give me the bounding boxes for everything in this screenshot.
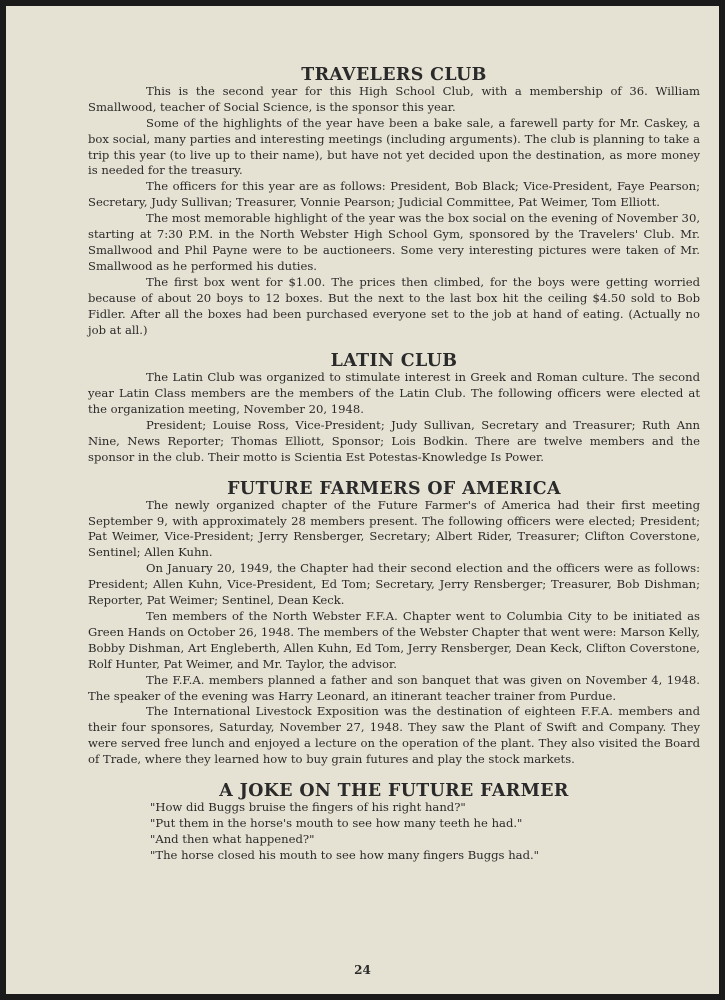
ffa-heading: FUTURE FARMERS OF AMERICA — [227, 478, 561, 499]
joke-line-2: "Put them in the horse's mouth to see how many teeth he had." — [150, 815, 523, 830]
travelers-club-heading: TRAVELERS CLUB — [301, 65, 487, 85]
travelers-paragraph-1: This is the second year for this High School Club, with a membership of 36. William Smallwood, teacher of Social Science, is the sponsor this year. — [88, 83, 700, 114]
page-content — [88, 65, 700, 864]
joke-line-1: "How did Buggs bruise the fingers of his right hand?" — [150, 799, 466, 814]
travelers-paragraph-5: The first box went for $1.00. The prices then climbed, for the boys were getting worried because of about 20 boys to 12 boxes. But the next to the last box hit the ceiling $4.50 sold to Bob Fidler. After all the boxes had been purchased everyone set to the job at hand of eating. (Actually no job at all.) — [88, 274, 700, 337]
travelers-club-section — [88, 65, 700, 338]
latin-club-section — [88, 351, 700, 465]
travelers-paragraph-4: The most memorable highlight of the year was the box social on the evening of November 30, starting at 7:30 P.M. in the North Webster High School Gym, sponsored by the Travelers' Club. Mr. Smallwood and Phil Payne were to be auctioneers. Some very interesting pictures were taken of Mr. Smallwood as he performed his duties. — [88, 211, 700, 273]
joke-line-4: "The horse closed his mouth to see how many fingers Buggs had." — [150, 847, 540, 862]
travelers-paragraph-3: The officers for this year are as follows: President, Bob Black; Vice-President, Faye Pearson; Secretary, Judy Sullivan; Treasurer, Vonnie Pearson; Judicial Committee, Pat Weimer, Tom Elliott. — [88, 179, 700, 210]
latin-paragraph-1: The Latin Club was organized to stimulate interest in Greek and Roman culture. The second year Latin Class members are the members of the Latin Club. The following officers were elected at the organization meeting, November 20, 1948. — [88, 370, 700, 417]
page-number: 24 — [354, 963, 371, 977]
ffa-paragraph-4: The F.F.A. members planned a father and son banquet that was given on November 4, 1948. The speaker of the evening was Harry Leonard, an itinerant teacher trainer from Purdue. — [88, 672, 700, 703]
yearbook-page — [6, 6, 719, 994]
ffa-paragraph-1: The newly organized chapter of the Future Farmer's of America had their first meeting September 9, with approximately 28 members present. The following officers were elected; President; Pat Weimer, Vice-President; Jerry Rensberger, Secretary; Albert Rider, Treasurer; Clifton Coverstone, Sentinel; Allen Kuhn. — [88, 497, 700, 560]
joke-dialogue — [150, 800, 700, 864]
ffa-paragraph-5: The International Livestock Exposition was the destination of eighteen F.F.A. members and their four sponsores, Saturday, November 27, 1948. They saw the Plant of Swift and Company. They were served free lunch and enjoyed a lecture on the operation of the plant. They also visited the Board of Trade, where they learned how to buy grain futures and play the stock markets. — [88, 704, 700, 767]
ffa-section — [88, 478, 700, 768]
travelers-paragraph-2: Some of the highlights of the year have been a bake sale, a farewell party for Mr. Caskey, a box social, many parties and interesting meetings (including arguments). The club is planning to take a trip this year (to live up to their name), but have not yet decided upon the destination, as more money is needed for the treasury. — [88, 115, 700, 178]
ffa-paragraph-2: On January 20, 1949, the Chapter had their second election and the officers were as follows: President; Allen Kuhn, Vice-President, Ed Tom; Secretary, Jerry Rensberger; Treasurer, Bob Dishman; Reporter, Pat Weimer; Sentinel, Dean Keck. — [88, 561, 700, 608]
latin-paragraph-2: President; Louise Ross, Vice-President; Judy Sullivan, Secretary and Treasurer; Ruth Ann Nine, News Reporter; Thomas Elliott, Sponsor; Lois Bodkin. There are twelve members and the sponsor in the club. Their motto is Scientia Est Potestas-Knowledge Is Power. — [88, 418, 700, 464]
latin-club-heading: LATIN CLUB — [330, 351, 458, 372]
joke-line-3: "And then what happened?" — [150, 831, 315, 846]
joke-heading: A JOKE ON THE FUTURE FARMER — [219, 781, 569, 802]
ffa-paragraph-3: Ten members of the North Webster F.F.A. Chapter went to Columbia City to be initiated as Green Hands on October 26, 1948. The members of the Webster Chapter that went were: Marson Kelly, Bobby Dishman, Art Engleberth, Allen Kuhn, Ed Tom, Jerry Rensberger, Dean Keck, Clifton Coverstone, Rolf Hunter, Pat Weimer, and Mr. Taylor, the advisor. — [88, 609, 700, 671]
joke-section — [88, 781, 700, 864]
